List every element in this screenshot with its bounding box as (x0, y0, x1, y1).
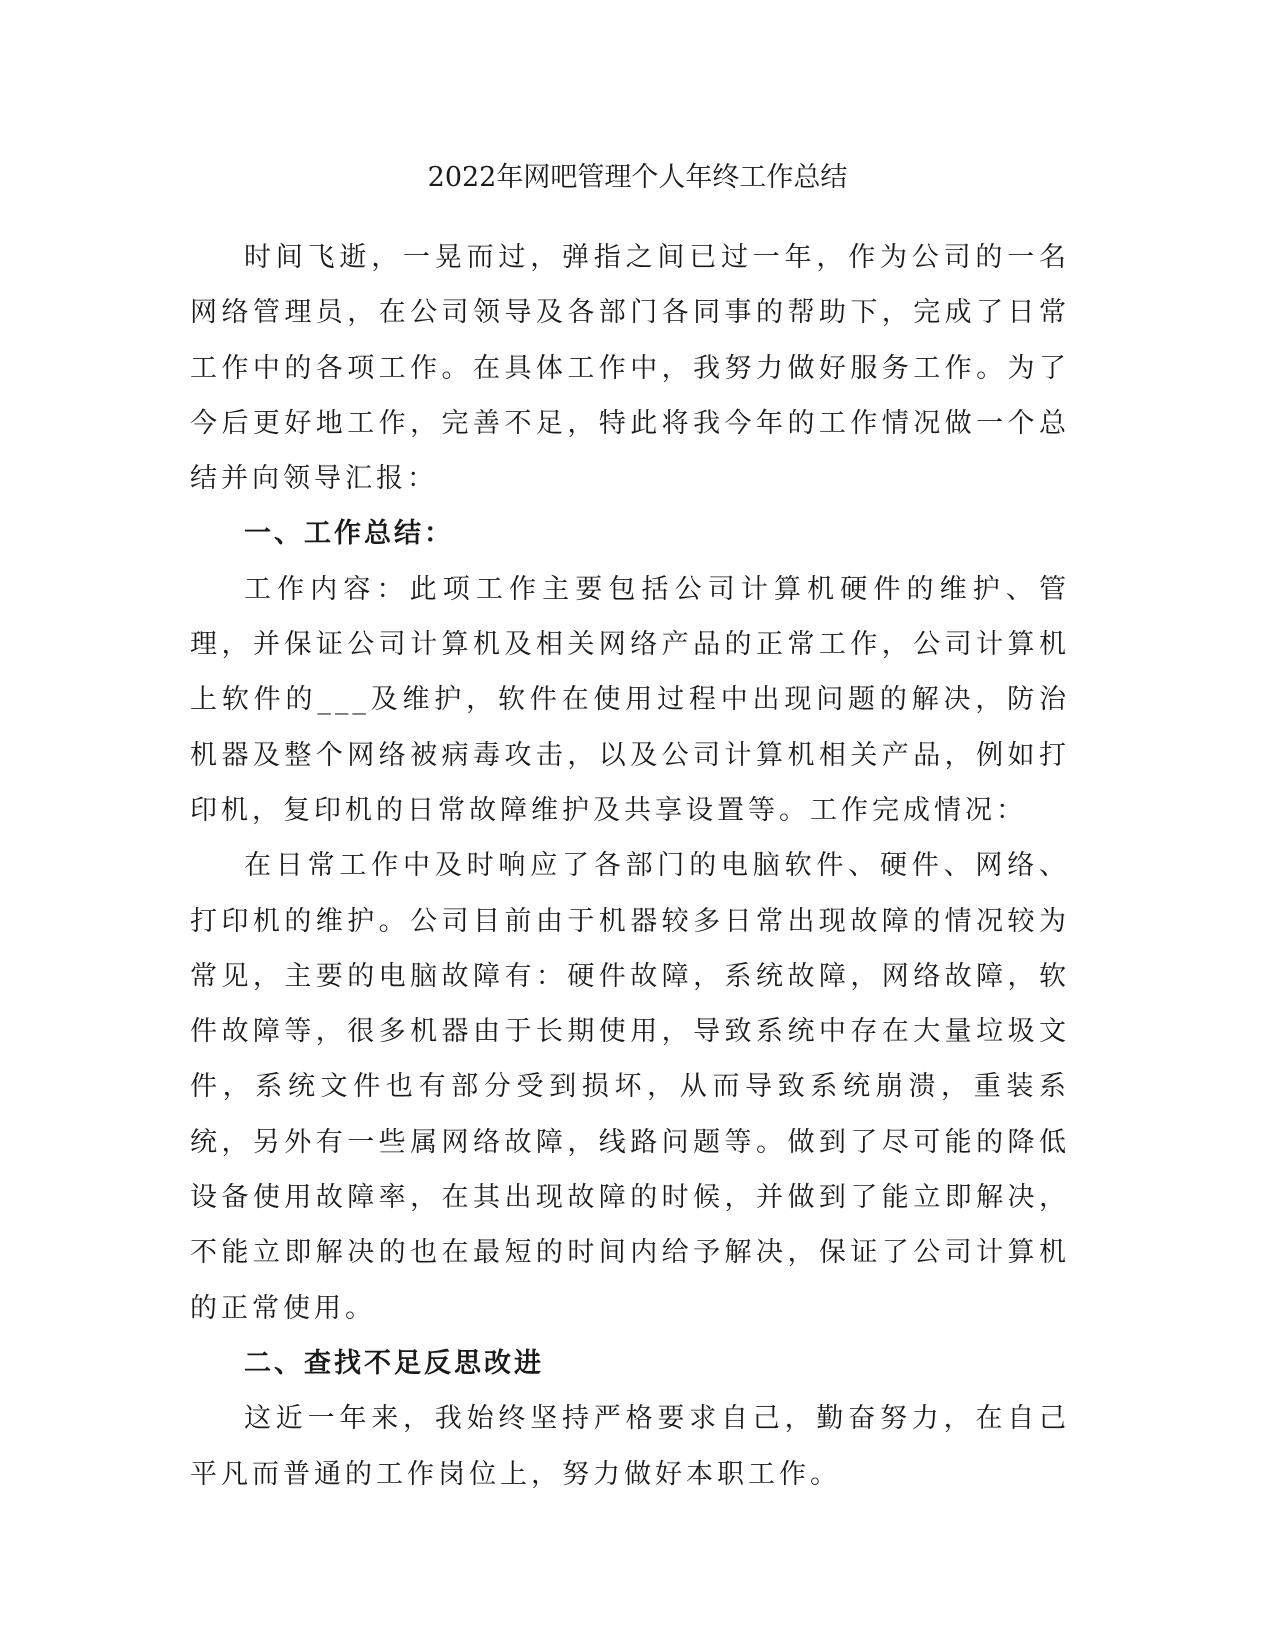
section-1-paragraph-1 (190, 562, 1070, 838)
document-body (190, 230, 1070, 1502)
section-1-paragraph-1-text-b: 及维护，软件在使用过程中出现问题的解决，防治机器及整个网络被病毒攻击，以及公司计算机相关产品，例如打印机，复印机的日常故障维护及共享设置等。工作完成情况： (190, 684, 1071, 826)
section-1-paragraph-2: 在日常工作中及时响应了各部门的电脑软件、硬件、网络、打印机的维护。公司目前由于机器较多日常出现故障的情况较为常见，主要的电脑故障有：硬件故障，系统故障，网络故障，软件故障等，很多机器由于长期使用，导致系统中存在大量垃圾文件，系统文件也有部分受到损坏，从而导致系统崩溃，重装系统，另外有一些属网络故障，线路问题等。做到了尽可能的降低设备使用故障率，在其出现故障的时候，并做到了能立即解决，不能立即解决的也在最短的时间内给予解决，保证了公司计算机的正常使用。 (190, 850, 1070, 1324)
intro-paragraph: 时间飞逝，一晃而过，弹指之间已过一年，作为公司的一名网络管理员，在公司领导及各部门各同事的帮助下，完成了日常工作中的各项工作。在具体工作中，我努力做好服务工作。为了今后更好地工作，完善不足，特此将我今年的工作情况做一个总结并向领导汇报： (190, 242, 1070, 495)
section-1-heading: 一、工作总结： (244, 518, 454, 550)
section-2-paragraph-1: 这近一年来，我始终坚持严格要求自己，勤奋努力，在自己平凡而普通的工作岗位上，努力做好本职工作。 (190, 1403, 1070, 1490)
section-2-heading: 二、查找不足反思改进 (244, 1347, 544, 1379)
fill-in-blank: ___ (317, 684, 370, 716)
section-1-paragraph-1-text-a: 工作内容：此项工作主要包括公司计算机硬件的维护、管理，并保证公司计算机及相关网络产品的正常工作，公司计算机上软件的 (190, 573, 1070, 716)
document-title: 2022年网吧管理个人年终工作总结 (427, 162, 848, 193)
